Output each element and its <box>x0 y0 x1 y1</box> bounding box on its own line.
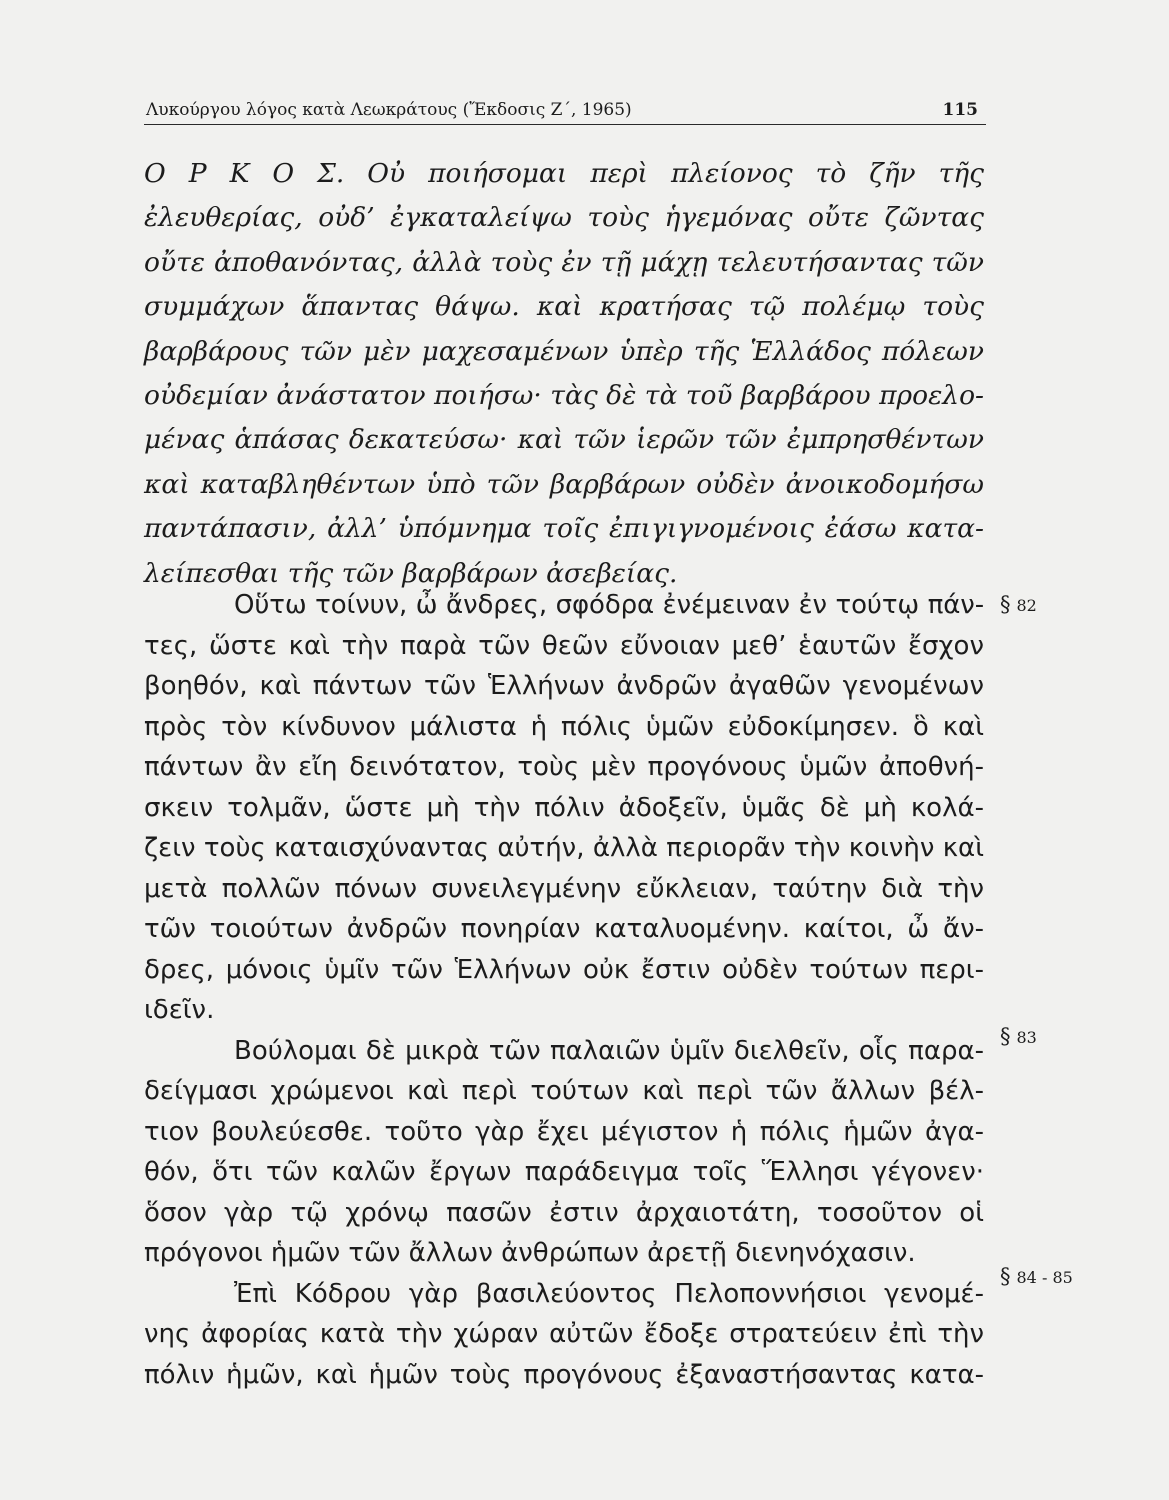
page-number: 115 <box>942 100 978 120</box>
oath-line: παντάπασιν, ἀλλ’ ὑπόμνημα τοῖς ἐπιγιγνομένοις ἐάσω κατα- <box>144 513 984 545</box>
oath-line: οὐδεμίαν ἀνάστατον ποιήσω· τὰς δὲ τὰ τοῦ βαρβάρου προελο- <box>144 380 984 412</box>
body-line: τιον βουλεύεσθε. τοῦτο γὰρ ἔχει μέγιστον ἡ πόλις ἡμῶν ἀγα- <box>144 1116 984 1147</box>
body-line: σκειν τολμᾶν, ὥστε μὴ τὴν πόλιν ἀδοξεῖν, ὑμᾶς δὲ μὴ κολά- <box>144 792 984 823</box>
oath-line: ἐλευθερίας, οὐδ’ ἐγκαταλείψω τοὺς ἡγεμόνας οὔτε ζῶντας <box>144 202 984 234</box>
running-header <box>144 96 986 125</box>
body-line: πάντων ἂν εἴη δεινότατον, τοὺς μὲν προγόνους ὑμῶν ἀποθνή- <box>144 752 984 782</box>
body-line: πρόγονοι ἡμῶν τῶν ἄλλων ἀνθρώπων ἀρετῇ διενηνόχασιν. <box>144 1238 916 1268</box>
section-number: 82 <box>1016 596 1037 615</box>
body-text <box>144 585 984 1395</box>
oath-line: καὶ καταβληθέντων ὑπὸ τῶν βαρβάρων οὐδὲν ἀνοικοδομήσω <box>144 468 984 500</box>
body-line: βοηθόν, καὶ πάντων τῶν Ἑλλήνων ἀνδρῶν ἀγαθῶν γενομένων <box>144 671 984 701</box>
oath-line: λείπεσθαι τῆς τῶν βαρβάρων ἀσεβείας. <box>144 557 678 589</box>
body-line: ιδεῖν. <box>144 995 215 1025</box>
section-number: 84 - 85 <box>1016 1268 1073 1287</box>
section-symbol: § <box>1000 1024 1011 1048</box>
margin-note-section-82 <box>1000 592 1037 616</box>
body-line: νης ἀφορίας κατὰ τὴν χώραν αὐτῶν ἔδοξε στρατεύειν ἐπὶ τὴν <box>144 1319 984 1349</box>
body-line: δρες, μόνοις ὑμῖν τῶν Ἑλλήνων οὐκ ἔστιν οὐδὲν τούτων περι- <box>144 954 984 985</box>
section-number: 83 <box>1016 1028 1037 1047</box>
body-line: τες, ὥστε καὶ τὴν παρὰ τῶν θεῶν εὔνοιαν μεθ’ ἑαυτῶν ἔσχον <box>144 630 984 661</box>
body-line: δείγμασι χρώμενοι καὶ περὶ τούτων καὶ περὶ τῶν ἄλλων βέλ- <box>144 1076 984 1106</box>
body-line: μετὰ πολλῶν πόνων συνειλεγμένην εὔκλειαν, ταύτην διὰ τὴν <box>144 873 984 904</box>
body-line: θόν, ὅτι τῶν καλῶν ἔργων παράδειγμα τοῖς Ἕλλησι γέγονεν· <box>144 1157 984 1187</box>
body-line: τῶν τοιούτων ἀνδρῶν πονηρίαν καταλυομένην. καίτοι, ὦ ἄν- <box>144 914 984 944</box>
header-title: Λυκούργου λόγος κατὰ Λεωκράτους (Ἔκδοσις Ζ΄, 1965) <box>146 100 632 120</box>
margin-note-section-83 <box>1000 1024 1037 1048</box>
oath-line: μένας ἁπάσας δεκατεύσω· καὶ τῶν ἱερῶν τῶν ἐμπρησθέντων <box>144 424 984 456</box>
body-line: Οὕτω τοίνυν, ὦ ἄνδρες, σφόδρα ἐνέμειναν ἐν τούτῳ πάν- <box>234 590 984 620</box>
oath-line: βαρβάρους τῶν μὲν μαχεσαμένων ὑπὲρ τῆς Ἑλλάδος πόλεων <box>144 335 984 367</box>
oath-line: Ο Ρ Κ Ο Σ. Οὐ ποιήσομαι περὶ πλείονος τὸ ζῆν τῆς <box>144 158 984 189</box>
oath-paragraph <box>144 152 984 596</box>
body-line: ὅσον γὰρ τῷ χρόνῳ πασῶν ἐστιν ἀρχαιοτάτη, τοσοῦτον οἱ <box>144 1197 984 1228</box>
body-line: πρὸς τὸν κίνδυνον μάλιστα ἡ πόλις ὑμῶν εὐδοκίμησεν. ὃ καὶ <box>144 711 984 742</box>
oath-line: συμμάχων ἅπαντας θάψω. καὶ κρατήσας τῷ πολέμῳ τοὺς <box>144 291 984 323</box>
body-line: πόλιν ἡμῶν, καὶ ἡμῶν τοὺς προγόνους ἐξαναστήσαντας κατα- <box>144 1359 984 1390</box>
oath-line: οὔτε ἀποθανόντας, ἀλλὰ τοὺς ἐν τῇ μάχῃ τελευτήσαντας τῶν <box>144 246 984 278</box>
margin-note-section-84-85 <box>1000 1264 1073 1288</box>
body-line: Ἐπὶ Κόδρου γὰρ βασιλεύοντος Πελοποννήσιοι γενομέ- <box>234 1278 984 1309</box>
section-symbol: § <box>1000 592 1011 616</box>
section-symbol: § <box>1000 1264 1011 1288</box>
body-line: Βούλομαι δὲ μικρὰ τῶν παλαιῶν ὑμῖν διελθεῖν, οἷς παρα- <box>234 1035 984 1066</box>
body-line: ζειν τοὺς καταισχύναντας αὐτήν, ἀλλὰ περιορᾶν τὴν κοινὴν καὶ <box>144 833 984 863</box>
